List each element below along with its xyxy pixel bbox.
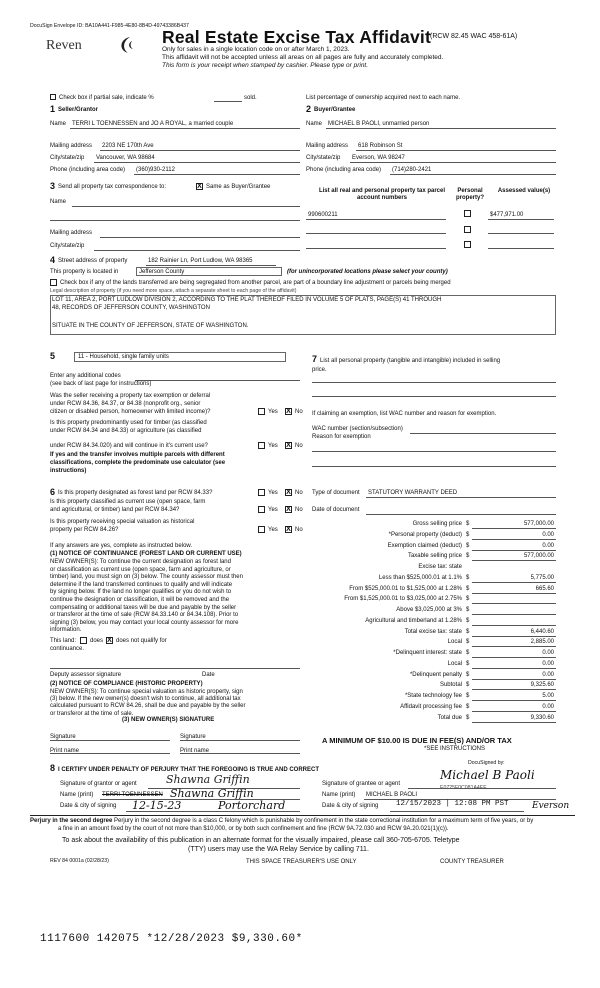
compliance-paragraph-line-1: NEW OWNER(S): To continue special valuation as historic property, sign xyxy=(50,689,243,695)
s5-q1-no: No xyxy=(295,409,303,415)
assessed-col-header: Assessed value(s) xyxy=(497,188,551,194)
send-tax-name-label: Name xyxy=(50,199,67,205)
s6-q1-no: No xyxy=(295,490,303,496)
title-ref: (RCW 82.45 WAC 458-61A) xyxy=(430,33,518,40)
section8-number: 8 xyxy=(50,763,56,773)
same-as-buyer-checkbox[interactable]: X xyxy=(197,183,202,190)
s6-q1-yes-checkbox[interactable] xyxy=(258,489,265,496)
wac-number-label: WAC number (section/subsection) xyxy=(312,426,403,432)
seller-label: Seller/Grantor xyxy=(58,107,99,113)
calc-value-11[interactable]: 6,440.60 xyxy=(530,628,554,635)
buyer-label: Buyer/Grantee xyxy=(314,107,356,113)
s6-q2-no-checkbox[interactable]: X xyxy=(286,506,291,513)
section5-number: 5 xyxy=(50,351,56,361)
s5-q1-no-checkbox[interactable]: X xyxy=(286,408,291,415)
calc-label-9: Above $3,025,000 at 3% xyxy=(396,607,462,613)
section7-number: 7 xyxy=(312,354,318,364)
reason-label: Reason for exemption xyxy=(312,434,371,440)
personal-property-checkbox-3[interactable] xyxy=(464,241,471,248)
calc-value-18[interactable]: 0.00 xyxy=(542,703,554,710)
calc-dollar-sign: $ xyxy=(466,650,470,656)
s6-q1: Is this property designated as forest land per RCW 84.33? xyxy=(58,490,213,496)
calc-label-5: Excise tax: state xyxy=(418,564,462,570)
grantee-name-label: Name (print) xyxy=(322,792,356,798)
partial-sale-sold: sold. xyxy=(244,95,257,101)
doc-type-label: Type of document xyxy=(312,490,360,496)
seller-city[interactable]: Vancouver, WA 98684 xyxy=(96,155,155,161)
continuance-paragraph-line-5: by signing below. If the land no longer qualifies or you do not wish to xyxy=(50,589,232,596)
compliance-paragraph-line-2: (3) below. If the new owner(s) doesn't wish to continue, all additional tax xyxy=(50,696,241,703)
county-value: Jefferson County xyxy=(139,269,185,275)
grantor-signature[interactable]: Shawna Griffin xyxy=(166,773,250,786)
legal-desc-line-2: 48, RECORDS OF JEFFERSON COUNTY, WASHINGTON xyxy=(52,305,210,311)
segregated-checkbox[interactable] xyxy=(50,279,57,286)
docusigned-label: DocuSigned by: xyxy=(468,760,505,766)
s5-q2-yes: Yes xyxy=(268,443,278,449)
s6-if-yes: If any answers are yes, complete as instructed below. xyxy=(50,543,193,549)
calc-value-12[interactable]: 2,885.00 xyxy=(530,639,554,646)
form-revision: REV 84 0001a (02/28/23) xyxy=(50,858,109,864)
grantor-city[interactable]: Portorchard xyxy=(218,799,286,812)
calc-value-4[interactable]: 577,000.00 xyxy=(523,553,554,560)
parcel-col-header: List all real and personal property tax parcel account numbers xyxy=(318,188,446,202)
new-owner-print-label-2: Print name xyxy=(180,748,210,754)
calc-dollar-sign: $ xyxy=(466,607,470,613)
docusign-id: E0725F0C081A4EE... xyxy=(440,785,492,791)
s5-q2-line-1: Is this property predominantly used for timber (as classified xyxy=(50,420,207,426)
certify-text: I CERTIFY UNDER PENALTY OF PERJURY THAT THE FOREGOING IS TRUE AND CORRECT xyxy=(58,767,320,773)
s6-q2-line-2: and agricultural, or timber) land per RCW 84.34? xyxy=(50,507,180,513)
add-codes-note: (see back of last page for instructions) xyxy=(50,381,152,387)
grantor-date[interactable]: 12-15-23 xyxy=(132,799,182,812)
continuance-paragraph-line-3: timber) land, you must sign on (3) below. The county assessor must then xyxy=(50,574,243,581)
s6-h3: (3) NEW OWNER(S) SIGNATURE xyxy=(122,717,215,723)
buyer-phone-label: Phone (including area code) xyxy=(306,167,382,173)
calc-value-6[interactable]: 5,775.00 xyxy=(530,574,554,581)
seller-phone-label: Phone (including area code) xyxy=(50,167,126,173)
same-as-buyer-label: Same as Buyer/Grantee xyxy=(206,184,271,190)
calc-value-2[interactable]: 0.00 xyxy=(542,531,554,538)
calc-value-3[interactable]: 0.00 xyxy=(542,542,554,549)
county-treasurer-label: COUNTY TREASURER xyxy=(440,859,504,865)
perjury-lead: Perjury in the second degree xyxy=(30,818,113,824)
continuance-paragraph-line-6: continue the designation or classification, it will be removed and the xyxy=(50,597,230,603)
calc-label-18: Affidavit processing fee xyxy=(400,703,462,710)
grantee-signature[interactable]: Michael B Paoli xyxy=(440,768,535,782)
calc-value-7[interactable]: 665.60 xyxy=(535,585,554,592)
street-address[interactable]: 182 Rainier Ln, Port Ludlow, WA 98365 xyxy=(148,258,253,264)
calc-label-1: Gross selling price xyxy=(412,521,462,527)
s6-q2-yes-checkbox[interactable] xyxy=(258,506,265,513)
s5-q2-no: No xyxy=(295,443,303,449)
buyer-name-label: Name xyxy=(306,121,323,127)
alt-format-line-2: (TTY) users may use the WA Relay Service by calling 711. xyxy=(188,846,369,853)
calc-label-3: Exemption claimed (deduct) xyxy=(387,542,462,549)
calc-dollar-sign: $ xyxy=(466,542,470,549)
seller-phone[interactable]: (360)930-2112 xyxy=(136,167,175,173)
compliance-paragraph-line-3: calculated pursuant to RCW 84.26, shall be due and payable by the seller xyxy=(50,703,246,710)
continuance-paragraph-line-2: or classification as current use (open space, farm and agriculture, or xyxy=(50,566,231,573)
s5-q1-yes: Yes xyxy=(268,409,278,415)
calc-label-16: Subtotal xyxy=(439,682,462,689)
exemption-claim-label: If claiming an exemption, list WAC number and reason for exemption. xyxy=(312,411,497,417)
continuance-word: continuance. xyxy=(50,646,85,652)
s5-q2-yes-checkbox[interactable] xyxy=(258,442,265,449)
continuance-paragraph-line-7: compensating or additional taxes will be due and payable by the seller xyxy=(50,604,237,611)
personal-property-checkbox-2[interactable] xyxy=(464,226,471,233)
legal-desc-line-3: SITUATE IN THE COUNTY OF JEFFERSON, STATE OF WASHINGTON. xyxy=(52,323,249,329)
calc-label-6: Less than $525,000.01 at 1.1% xyxy=(378,574,462,581)
s6-q3-no-checkbox[interactable]: X xyxy=(286,526,291,533)
calc-label-11: Total excise tax: state xyxy=(404,628,462,635)
segregated-label: Check box if any of the lands transferred are being segregated from another parcel, are part of a boundary line adjustment or parcels being merged xyxy=(60,280,451,286)
calc-dollar-sign: $ xyxy=(466,639,470,646)
s5-q2-bold-3: instructions) xyxy=(50,468,87,474)
s5-q1-line-2: under RCW 84.36, 84.37, or 84.38 (nonprofit org., senior xyxy=(50,401,201,407)
partial-sale-label: Check box if partial sale, indicate % xyxy=(59,95,154,101)
s5-q2-line-3: under RCW 84.34.020) and will continue in it's current use? xyxy=(50,443,208,449)
calc-dollar-sign: $ xyxy=(466,531,470,538)
buyer-city[interactable]: Everson, WA 98247 xyxy=(352,155,405,161)
logo-text: Reven xyxy=(46,38,82,53)
s5-q1-line-3: citizen or disabled person, homeowner with limited income)? xyxy=(50,409,211,415)
continuance-paragraph-line-10: information. xyxy=(50,627,82,634)
s5-q2-line-2: under RCW 84.34 and 84.33) or agriculture (as classified xyxy=(50,428,202,434)
calc-dollar-sign: $ xyxy=(466,660,470,667)
treasurer-stamp: 1117600 142075 *12/28/2023 $9,330.60* xyxy=(40,933,303,945)
partial-sale-checkbox[interactable] xyxy=(50,94,56,100)
calc-label-8: From $1,525,000.01 to $3,025,000 at 2.75% xyxy=(344,596,462,603)
continuance-paragraph-line-8: or transferor at the time of sale (RCW 84.33.140 or 84.34.108). Prior to xyxy=(50,612,239,619)
envelope-id: DocuSign Envelope ID: BA10A441-F985-4E80-8B4D-49743386B437 xyxy=(30,23,189,29)
grantor-name-handwritten[interactable]: Shawna Griffin xyxy=(170,787,254,800)
alt-format-line-1: To ask about the availability of this publication in an alternate format for the visually impaired, please call 360-705-6705. Teletype xyxy=(62,837,460,844)
calc-dollar-sign: $ xyxy=(466,596,470,603)
section7-label-2: price. xyxy=(312,367,327,373)
located-label: This property is located in xyxy=(50,269,119,275)
seller-mailing[interactable]: 2203 NE 170th Ave xyxy=(102,143,154,149)
send-tax-mailing-label: Mailing address xyxy=(50,230,93,236)
buyer-mailing[interactable]: 618 Robinson St xyxy=(358,143,403,149)
calc-dollar-sign: $ xyxy=(466,671,470,678)
calc-label-15: *Delinquent penalty xyxy=(409,671,462,678)
calc-dollar-sign: $ xyxy=(466,585,470,592)
new-owner-signature-label-1: Signature xyxy=(50,734,76,740)
s6-h2: (2) NOTICE OF COMPLIANCE (HISTORIC PROPERTY) xyxy=(50,681,203,687)
buyer-name[interactable]: MICHAEL B PAOLI, unmarried person xyxy=(328,121,430,127)
calc-dollar-sign: $ xyxy=(466,693,470,699)
buyer-mailing-label: Mailing address xyxy=(306,143,349,149)
calc-dollar-sign: $ xyxy=(466,521,470,527)
s6-q3-yes-checkbox[interactable] xyxy=(258,526,265,533)
s6-q3-yes: Yes xyxy=(268,527,278,533)
compliance-paragraph-line-4: or transferor at the time of sale. xyxy=(50,710,134,717)
s5-q1-yes-checkbox[interactable] xyxy=(258,408,265,415)
land-does: does xyxy=(90,638,104,644)
continuance-paragraph-line-4: determine if the land transferred continues to qualify and will indicate xyxy=(50,581,233,588)
grantee-city[interactable]: Everson xyxy=(532,801,570,811)
parcel-number[interactable]: 990600211 xyxy=(308,212,338,218)
deputy-signature-label: Deputy assessor signature xyxy=(50,672,122,678)
legal-desc-line-1: LOT 11, AREA 2, PORT LUDLOW DIVISION 2, ACCORDING TO THE PLAT THEREOF FILED IN VOLUME 5 OF PLATS, PAGE(S) 41 THROUGH xyxy=(52,297,442,303)
s6-q1-no-checkbox[interactable]: X xyxy=(286,489,291,496)
land-does-not-checkbox[interactable]: X xyxy=(107,637,112,644)
section7-label-1: List all personal property (tangible and intangible) included in selling xyxy=(320,358,501,364)
s5-q2-bold-2: classifications, complete the predominate use calculator (see xyxy=(50,460,226,466)
s5-q2-bold-1: If yes and the transfer involves multiple parcels with different xyxy=(50,452,225,458)
add-codes-label: Enter any additional codes xyxy=(50,373,121,379)
buyer-number: 2 xyxy=(306,104,312,114)
s6-q3-no: No xyxy=(295,527,303,533)
seller-name[interactable]: TERRI L TOENNESSEN and JO A ROYAL, a married couple xyxy=(72,121,234,127)
s5-q2-no-checkbox[interactable]: X xyxy=(286,442,291,449)
send-tax-number: 3 xyxy=(50,181,56,191)
calc-label-7: From $525,000.01 to $1,525,000 at 1.28% xyxy=(349,585,462,592)
s6-q2-no: No xyxy=(295,507,303,513)
land-does-not: does not qualify for xyxy=(116,638,167,644)
doc-date-label: Date of document xyxy=(312,507,360,513)
buyer-phone[interactable]: (714)280-2421 xyxy=(392,167,432,173)
ownership-note: List percentage of ownership acquired next to each name. xyxy=(306,95,461,101)
calc-value-15[interactable]: 0.00 xyxy=(542,671,554,678)
calc-value-14[interactable]: 0.00 xyxy=(542,660,554,667)
new-owner-signature-label-2: Signature xyxy=(180,734,206,740)
perjury-line-1 xyxy=(30,818,533,824)
s5-q1-line-1: Was the seller receiving a property tax exemption or deferral xyxy=(50,393,211,399)
calc-label-2: *Personal property (deduct) xyxy=(388,531,462,538)
calc-dollar-sign: $ xyxy=(466,682,470,689)
calc-dollar-sign: $ xyxy=(466,628,470,635)
this-land-label: This land: xyxy=(50,638,77,644)
subtitle-line-1: Only for sales in a single location code on or after March 1, 2023. xyxy=(162,46,350,53)
send-tax-city-label: City/state/zip xyxy=(50,243,85,249)
grantee-sig-label: Signature of grantee or agent xyxy=(322,781,401,787)
calc-label-17: *State technology fee xyxy=(404,693,462,699)
new-owner-print-label-1: Print name xyxy=(50,748,80,754)
continuance-paragraph-line-1: NEW OWNER(S): To continue the current designation as forest land xyxy=(50,559,231,565)
calc-label-14: Local xyxy=(447,660,462,667)
see-instructions: *SEE INSTRUCTIONS xyxy=(424,746,486,752)
send-tax-label: Send all property tax correspondence to: xyxy=(58,184,167,190)
use-code-value: 11 - Household, single family units xyxy=(78,354,169,360)
page-title: Real Estate Excise Tax Affidavit xyxy=(162,27,432,47)
continuance-paragraph-line-9: signing (3) below, you may contact your local county assessor for more xyxy=(50,619,239,626)
perjury-rest: Perjury in the second degree is a class C felony which is punishable by confinement in the state correctional institution for a maximum term of five years, or by xyxy=(114,818,534,824)
grantee-date[interactable]: 12/15/2023 | 12:08 PM PST xyxy=(396,800,509,808)
calc-value-19[interactable]: 9,330.60 xyxy=(530,714,554,721)
calc-label-13: *Delinquent interest: state xyxy=(393,650,462,656)
seller-city-label: City/state/zip xyxy=(50,155,85,161)
located-note: (for unincorporated locations please select your county) xyxy=(287,269,448,275)
calc-dollar-sign: $ xyxy=(466,553,470,560)
treasurer-space-label: THIS SPACE TREASURER'S USE ONLY xyxy=(246,859,357,865)
grantee-date-label: Date & city of signing xyxy=(322,803,379,809)
s6-q2-line-1: Is this property classified as current use (open space, farm xyxy=(50,499,206,505)
section6-number: 6 xyxy=(50,487,56,497)
street-number: 4 xyxy=(50,255,56,265)
seller-mailing-label: Mailing address xyxy=(50,143,93,149)
deputy-date-label: Date xyxy=(202,672,215,678)
calc-label-10: Agricultural and timberland at 1.28% xyxy=(365,617,462,624)
calc-value-1[interactable]: 577,000.00 xyxy=(523,521,554,527)
calc-dollar-sign: $ xyxy=(466,703,470,710)
calc-value-17[interactable]: 5.00 xyxy=(542,693,554,699)
doc-type[interactable]: STATUTORY WARRANTY DEED xyxy=(368,490,458,496)
minimum-due: A MINIMUM OF $10.00 IS DUE IN FEE(S) AND/OR TAX xyxy=(322,736,512,745)
s6-q1-yes: Yes xyxy=(268,490,278,496)
wa-logo-icon xyxy=(116,35,138,55)
seller-number: 1 xyxy=(50,104,56,114)
grantor-name-struck: TERRI TOENNESSEN xyxy=(102,792,163,798)
calc-value-13[interactable]: 0.00 xyxy=(542,650,554,656)
street-label: Street address of property xyxy=(58,258,128,264)
perjury-line-2: a fine in an amount fixed by the court of not more than $10,000, or by both such confinement and fine (RCW 9A.72.030 and RCW 9A.20.021(1)(c)). xyxy=(58,826,449,832)
land-does-checkbox[interactable] xyxy=(80,637,87,644)
personal-col-header: Personal property? xyxy=(455,188,484,202)
calc-dollar-sign: $ xyxy=(466,617,470,624)
calc-dollar-sign: $ xyxy=(466,574,470,581)
assessed-value[interactable]: $477,971.00 xyxy=(490,212,524,218)
seller-name-label: Name xyxy=(50,121,67,127)
s6-h1: (1) NOTICE OF CONTINUANCE (FOREST LAND OR CURRENT USE) xyxy=(50,551,242,557)
calc-label-19: Total due xyxy=(437,714,462,721)
legal-desc-label: Legal description of property (if you need more space, attach a separate sheet to each page of the affidavit) xyxy=(50,288,297,294)
grantor-sig-label: Signature of grantor or agent xyxy=(60,781,137,787)
personal-property-checkbox-1[interactable] xyxy=(464,210,471,217)
grantor-date-label: Date & city of signing xyxy=(60,803,117,809)
s6-q2-yes: Yes xyxy=(268,507,278,513)
grantee-name[interactable]: MICHAEL B PAOLI xyxy=(366,792,418,798)
subtitle-line-2: This affidavit will not be accepted unless all areas on all pages are fully and accurately completed. xyxy=(162,54,444,61)
calc-label-4: Taxable selling price xyxy=(407,553,462,560)
calc-dollar-sign: $ xyxy=(466,714,470,721)
grantor-name-label: Name (print) xyxy=(60,792,94,798)
buyer-city-label: City/state/zip xyxy=(306,155,341,161)
calc-label-12: Local xyxy=(447,639,462,646)
calc-value-16[interactable]: 9,325.60 xyxy=(530,682,554,689)
s6-q3-line-1: Is this property receiving special valuation as historical xyxy=(50,519,195,525)
subtitle-line-3: This form is your receipt when stamped by cashier. Please type or print. xyxy=(162,62,369,69)
s6-q3-line-2: property per RCW 84.26? xyxy=(50,527,119,533)
